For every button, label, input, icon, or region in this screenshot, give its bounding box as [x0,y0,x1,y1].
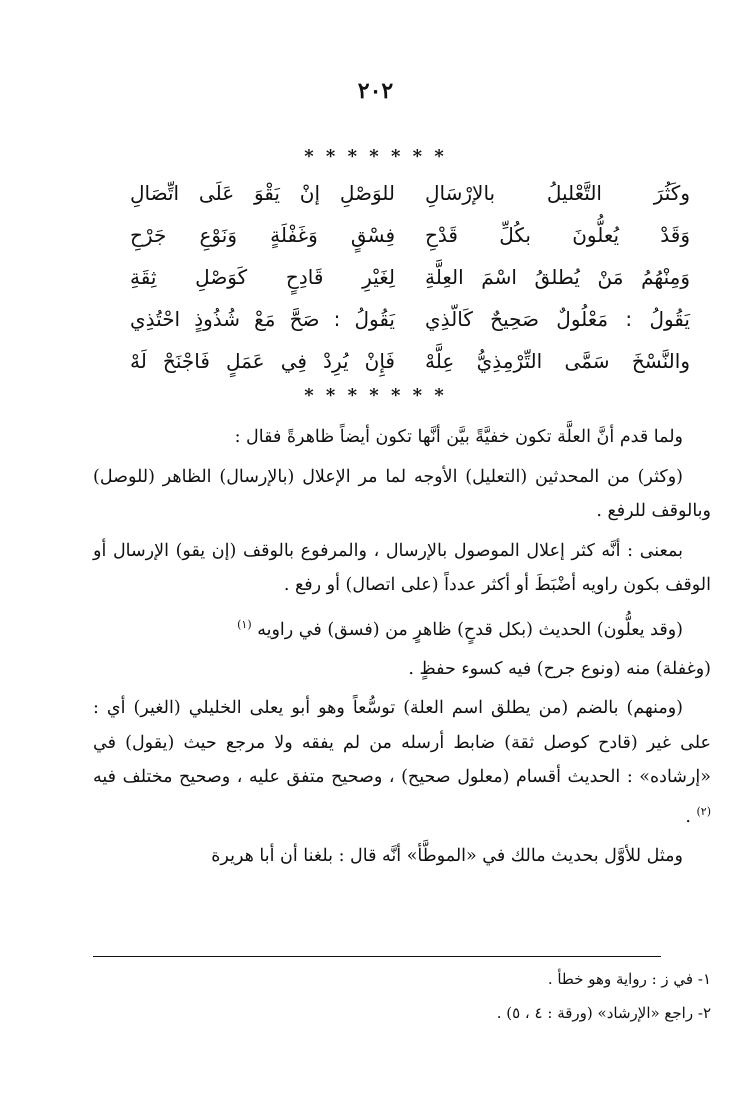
commentary [93,420,711,879]
verse [130,298,690,340]
poem [130,172,690,382]
verse [130,256,690,298]
paragraph-text: (وقد يعلُّون) الحديث (بكل قدحٍ) ظاهرٍ من (فسق) في راويه [257,619,683,640]
paragraph-text: (وكثر) من المحدثين (التعليل) الأوجه لما مر الإعلال (بالإرسال) الظاهر (للوصل) وبالوقف للرفع . [93,466,711,521]
footnotes [93,962,711,1030]
footnote-divider [93,956,661,957]
paragraph-text: (ومنهم) بالضم (من يطلق اسم العلة) توسُّعاً وهو أبو يعلى الخليلي (الغير) أي : على غير (قادح كوصل ثقة) ضابط أرسله من لم يفقه ولا مرجع حيث (يقول) في «إرشاده» : الحديث أقسام (معلول صحيح) ، وصحيح متفق عليه ، وصحيح مختلف فيه [93,698,711,788]
footnote: ٢- راجع «الإرشاد» (ورقة : ٤ ، ٥) . [496,1004,711,1022]
verse-first-hemistich: والنَّسْخَ سَمَّى التِّرْمِذِيُّ عِلَّهْ [425,349,690,373]
verse-first-hemistich: يَقُولُ : مَعْلُولٌ صَحِيحٌ كَالّذِي [425,307,690,331]
footnote: ١- في ز : رواية وهو خطأ . [547,970,711,988]
verse-first-hemistich: وَقَدْ يُعلُّونَ بكُلِّ قَدْحِ [425,223,690,247]
paragraph-text: ولما قدم أنَّ العلَّة تكون خفيَّةً بيَّن أنَّها تكون أيضاً ظاهرةً فقال : [234,427,683,447]
paragraph-text: بمعنى : أنَّه كثر إعلال الموصول بالإرسال ، والمرفوع بالوقف (إن يقو) الإرسال أو الوقف بكون راويه أضْبَطَ أو أكثر عدداً (على اتصال) أو رفع . [93,540,711,595]
footnote-marker[interactable]: (٢) [696,804,711,818]
footnote-marker[interactable]: (١) [237,617,252,631]
paragraph [93,608,711,647]
verse [130,340,690,382]
verse [130,172,690,214]
paragraph [93,534,711,603]
verse-second-hemistich: لِغَيْرِ قَادِحٍ كَوَصْلِ ثِقَةِ [130,265,395,289]
paragraph [93,420,711,455]
verse-second-hemistich: للوَصْلِ إنْ يَقْوَ عَلَى اتِّصَالِ [130,181,395,205]
verse-second-hemistich: يَقُولُ : صَحَّ مَعْ شُذُوذٍ احْتُذِي [130,307,395,331]
separator-top: * * * * * * * [304,146,447,167]
verse-first-hemistich: وكَثُرَ التَّعْليلُ بالإرْسَالِ [425,181,690,205]
paragraph [93,460,711,529]
paragraph: (ومنهم) بالضم (من يطلق اسم العلة) توسُّعاً وهو أبو يعلى الخليلي (الغير) أي : على غير (قادح كوصل ثقة) ضابط أرسله من لم يفقه ولا مرجع حيث (يقول) في «إرشاده» : الحديث أقسام (معلول صحيح) ، وصحيح متفق عليه ، وصحيح مختلف فيه $^{(٢)}$ . [93,698,711,827]
paragraph [93,839,711,874]
verse-first-hemistich: وَمِنْهُمُ مَنْ يُطلقُ اسْمَ العِلَّةِ [425,265,690,289]
verse [130,214,690,256]
paragraph [93,652,711,687]
paragraph-text: (وغفلة) منه (ونوع جرح) فيه كسوء حفظٍ . [408,658,711,679]
paragraph-text: ومثل للأوَّل بحديث مالك في «الموطَّأ» أنَّه قال : بلغنا أن أبا هريرة [211,846,683,867]
verse-second-hemistich: فِسْقٍ وَغَفْلَةٍ وَنَوْعِ جَرْحِ [130,223,395,247]
verse-second-hemistich: فَإِنْ يُرِدْ فِي عَمَلٍ فَاجْنَحْ لَهْ [130,349,395,373]
page-number: ٢٠٢ [357,78,394,104]
separator-bottom: * * * * * * * [304,385,447,406]
